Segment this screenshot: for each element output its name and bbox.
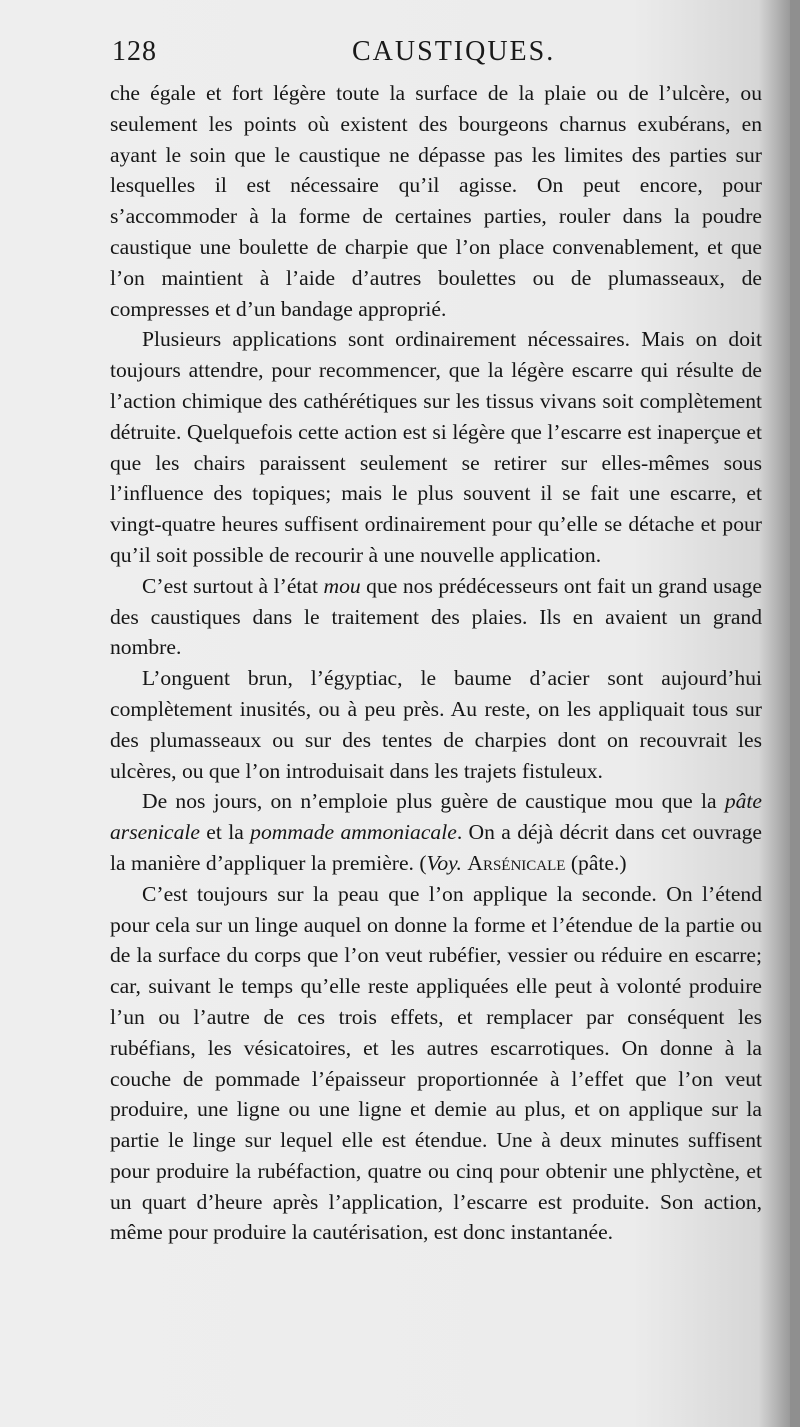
paragraph-5-italic3: Voy. [426, 850, 462, 875]
page-header [112, 36, 762, 76]
paragraph-1: che égale et fort légère toute la surface de la plaie ou de l’ulcère, ou seulement les points où existent des bourgeons charnus exubérans, en ayant le soin que le caustique ne dépasse pas les limites des parties sur lesquelles il est nécessaire qu’il agisse. On peut encore, pour s’accommoder à la forme de certaines parties, rouler dans la poudre caustique une boulette de charpie que l’on place convenablement, et que l’on maintient à l’aide d’autres boulettes ou de plumasseaux, de compresses et d’un bandage approprié. [110, 81, 762, 321]
paragraph-3 [110, 571, 762, 663]
paragraph-5-part3: . On a déjà décrit dans cet ouvrage la manière d’appliquer la première. ( [110, 820, 762, 875]
paragraph-5 [110, 786, 762, 878]
paragraph-5-italic1: pâte arsenicale [110, 789, 762, 845]
paragraph-6: C’est toujours sur la peau que l’on applique la seconde. On l’étend pour cela sur un linge auquel on donne la forme et l’étendue de la partie ou de la surface du corps que l’on veut rubéfier, vessier ou réduire en escarre; car, suivant le temps qu’elle reste appliquées elle peut à volonté produire l’un ou l’autre de ces trois effets, et remplacer par conséquent les rubéfians, les vésicatoires, et les autres escarrotiques. On donne à la couche de pommade l’épaisseur proportionnée à l’effet que l’on veut produire, une ligne ou une ligne et demie au plus, et on applique sur la partie le linge sur lequel elle est étendue. Une à deux minutes suffisent pour produire la rubéfaction, quatre ou cinq pour obtenir une phlyctène, et un quart d’heure après l’application, l’escarre est produite. Son action, même pour produire la cautérisation, est donc instantanée. [110, 881, 762, 1245]
paragraph-3-after: que nos prédécesseurs ont fait un grand usage des caustiques dans le traitement des plaies. Ils en avaient un grand nombre. [110, 573, 762, 660]
paragraph-4: L’onguent brun, l’égyptiac, le baume d’acier sont aujourd’hui complètement inusités, ou à peu près. Au reste, on les appliquait tous sur des plumasseaux ou sur des tentes de charpies dont on recouvrait les ulcères, ou que l’on introduisait dans les trajets fistuleux. [110, 666, 762, 783]
paragraph-3-italic: mou [323, 573, 361, 598]
page-number: 128 [112, 36, 157, 67]
paragraph-3-before: C’est surtout à l’état [142, 573, 324, 598]
paragraph-2: Plusieurs applications sont ordinairement nécessaires. Mais on doit toujours attendre, pour recommencer, que la légère escarre qui résulte de l’action chimique des cathérétiques sur les tissus vivans soit complètement détruite. Quelquefois cette action est si légère que l’escarre est inaperçue et que les chairs paraissent seulement se retirer sur elles-mêmes sous l’influence des topiques; mais le plus souvent il se fait une escarre, et vingt-quatre heures suffisent ordinairement pour qu’elle se détache et pour qu’il soit possible de recourir à une nouvelle application. [110, 327, 762, 567]
running-title: CAUSTIQUES. [352, 36, 556, 67]
paragraph-5-part1: De nos jours, on n’emploie plus guère de caustique mou que la [142, 789, 725, 814]
paragraph-5-part5: (pâte.) [565, 850, 627, 875]
paragraph-5-part2: et la [199, 820, 251, 845]
body-text [110, 78, 762, 1248]
paragraph-5-smallcaps: Arsénicale [467, 850, 566, 875]
paragraph-5-italic2: pommade ammoniacale [250, 820, 457, 845]
